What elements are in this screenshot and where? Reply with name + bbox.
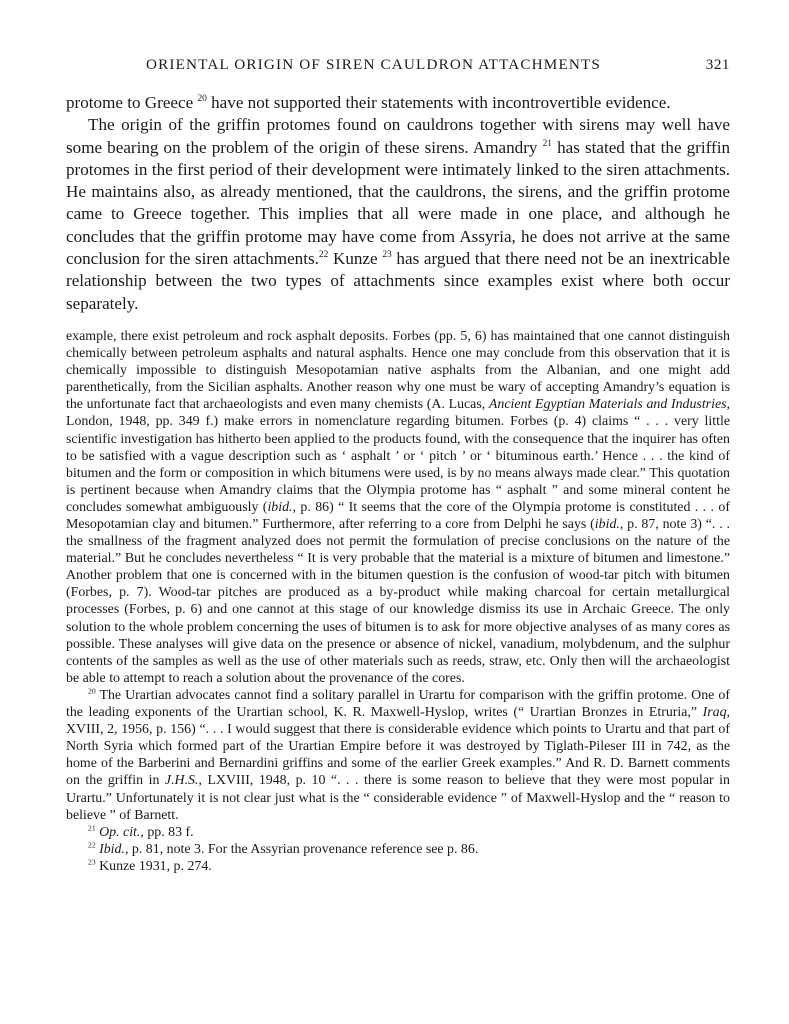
paragraph-continued: protome to Greece $^{20}$ have not supported their statements with incontrovertible evidence. (66, 93, 671, 112)
footnote-20: $^{20}$ The Urartian advocates cannot find a solitary parallel in Urartu for comparison with the griffin protome. One of the leading exponents of the Urartian school, K. R. Maxwell-Hyslop, writes (“ Urartian Bronzes in Etruria,” Iraq, XVIII, 2, 1956, p. 156) “. . . I would suggest that there is considerable evidence which points to Urartu and that part of North Syria which formed part of the Urartian Empire before it was destroyed by Tiglath-Pileser III in 742, as the home of the Barberini and Bernardini griffins and some of the earlier Greek examples.” And R. D. Barnett comments on the griffin in J.H.S., LXVIII, 1948, p. 10 “. . . there is some reason to believe that they were most popular in Urartu.” Unfortunately it is not clear just what is the “ considerable evidence ” of Maxwell-Hyslop and the “ reason to believe ” of Barnett. (66, 686, 730, 823)
page-header (66, 52, 730, 78)
page (66, 52, 730, 875)
main-text (66, 92, 730, 315)
footnote-number: 23 (88, 857, 96, 867)
footnote-23: $^{23}$ Kunze 1931, p. 274. (88, 857, 212, 874)
footnote-ref-23[interactable]: 23 (382, 250, 392, 261)
footnote-number: 20 (88, 686, 96, 696)
paragraph-griffin-origin: The origin of the griffin protomes found on cauldrons together with sirens may well have some bearing on the problem of the origin of these sirens. Amandry $^{21}$ has stated that the griffin protomes in the first period of their development were intimately linked to the siren attachments. He maintains also, as already mentioned, that the cauldrons, the sirens, and the griffin protome came to Greece together. This implies that all were made in one place, and although he concludes that the griffin protome may have come from Assyria, he does not arrive at the same conclusion for the siren attachments.$^{22}$ Kunze $^{23}$ has argued that there need not be an inextricable relationship between the two types of attachments since examples exist where both occur separately. (66, 115, 731, 313)
running-head: ORIENTAL ORIGIN OF SIREN CAULDRON ATTACHMENTS (146, 56, 602, 73)
footnote-ref-21[interactable]: 21 (542, 138, 552, 149)
footnote-number: 22 (88, 840, 96, 850)
footnotes (66, 328, 730, 875)
footnote-ref-20[interactable]: 20 (197, 93, 207, 104)
footnote-21: $^{21}$ Op. cit., pp. 83 f. (88, 822, 194, 840)
footnote-ref-22[interactable]: 22 (318, 250, 329, 261)
footnote-continued: example, there exist petroleum and rock asphalt deposits. Forbes (pp. 5, 6) has maintained that one cannot distinguish chemically between petroleum asphalts and natural asphalts. Hence one may conclude from this observation that it is chemically impossible to distinguish Mesopotamian native asphalts from the Albanian, and one might add parenthetically, from the Sicilian asphalts. Another reason why one must be wary of accepting Amandry’s equation is the unfortunate fact that archaeologists and even many chemists (A. Lucas, Ancient Egyptian Materials and Industries, London, 1948, pp. 349 f.) make errors in nomenclature regarding bitumen. Forbes (p. 4) claims “ . . . very little scientific investigation has hitherto been applied to the products found, with the consequence that the inquirer has often to be satisfied with a vague description such as ‘ asphalt ’ or ‘ pitch ’ or ‘ bituminous earth.’ Hence . . . the kind of bitumen and the form or composition in which bitumens were used, is by no means always made clear.” This quotation is pertinent because when Amandry claims that the Olympia protome has “ asphalt ” and some mineral content he concludes somewhat ambiguously (ibid., p. 86) “ It seems that the core of the Olympia protome is constituted . . . of Mesopotamian clay and bitumen.” Furthermore, after referring to a core from Delphi he says (ibid., p. 87, note 3) “. . . the smallness of the fragment analyzed does not permit the formulation of precise conclusions on the nature of the material.” But he concludes nevertheless “ It is very probable that the material is a mixture of bitumen and limestone.” Another problem that one is concerned with in the bitumen question is the confusion of wood-tar pitch with bitumen (Forbes, p. 7). Wood-tar pitches are produced as a by-product while making charcoal for certain metallurgical processes (Forbes, p. 6) and one cannot at this stage of our knowledge dismiss its use in Archaic Greece. The only solution to the whole problem concerning the uses of bitumen is to ask for more objective analyses of as many cores as possible. These analyses will give data on the presence or absence of nickel, vanadium, molybdenum, and the sulphur contents of the samples as well as the use of other materials such as reeds, straw, etc. Only then will the archaeologist be able to attempt to reach a solution about the provenance of the cores. (66, 328, 730, 686)
page-number: 321 (705, 56, 730, 73)
footnote-22: $^{22}$ Ibid., p. 81, note 3. For the Assyrian provenance reference see p. 86. (88, 840, 479, 857)
footnote-number: 21 (88, 822, 96, 832)
